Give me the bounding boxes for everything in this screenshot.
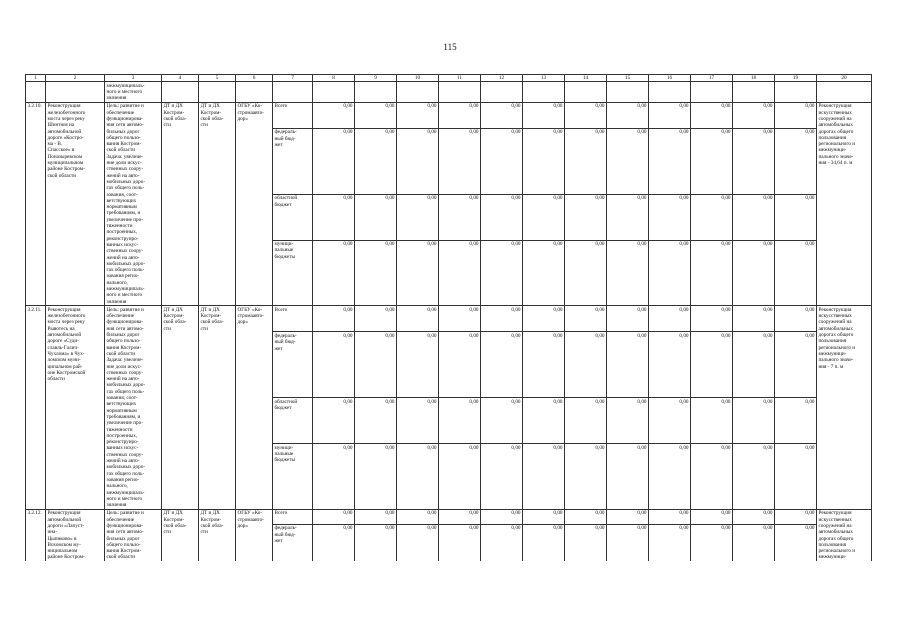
value-cell: 0,00: [607, 524, 649, 561]
value-cell: 0,00: [313, 509, 355, 524]
empty-cell: [397, 82, 439, 103]
value-cell: 0,00: [733, 194, 775, 240]
value-cell: 0,00: [439, 240, 481, 306]
value-cell: 0,00: [355, 509, 397, 524]
value-cell: 0,00: [691, 524, 733, 561]
value-cell: 0,00: [439, 444, 481, 510]
funding-source: муници- пальные бюджеты: [273, 240, 313, 306]
column-number: 6: [236, 75, 273, 82]
value-cell: 0,00: [565, 509, 607, 524]
column-number: 13: [523, 75, 565, 82]
value-cell: 0,00: [691, 306, 733, 332]
value-cell: 0,00: [481, 444, 523, 510]
value-cell: 0,00: [481, 306, 523, 332]
value-cell: 0,00: [481, 509, 523, 524]
value-cell: 0,00: [355, 102, 397, 128]
empty-cell: [46, 82, 105, 103]
value-cell: 0,00: [481, 240, 523, 306]
value-cell: 0,00: [607, 194, 649, 240]
value-cell: 0,00: [691, 444, 733, 510]
continuation-row: [26, 82, 872, 103]
value-cell: 0,00: [733, 240, 775, 306]
goal-task: Цель: развитие и обеспечение функционирова- ния сети автомо- бильных дорог общего пользо- вания Костром- ской области: [105, 509, 162, 561]
column-number: 11: [439, 75, 481, 82]
executor: ОГБУ «Ко- стромаавто- дор»: [236, 509, 273, 561]
value-cell: 0,00: [733, 398, 775, 444]
value-cell: 0,00: [691, 194, 733, 240]
value-cell: 0,00: [397, 444, 439, 510]
empty-cell: [775, 82, 817, 103]
value-cell: 0,00: [439, 102, 481, 128]
funding-source: областной бюджет: [273, 398, 313, 444]
table-row: [26, 509, 872, 524]
value-cell: 0,00: [733, 524, 775, 561]
value-cell: 0,00: [523, 444, 565, 510]
value-cell: 0,00: [649, 509, 691, 524]
value-cell: 0,00: [397, 332, 439, 398]
value-cell: 0,00: [397, 306, 439, 332]
column-number: 16: [649, 75, 691, 82]
funding-source: федераль- ный бюд- жет: [273, 332, 313, 398]
goal-task: Цель: развитие и обеспечение функционирова- ния сети автомо- бильных дорог общего пользо- вания Костром- ской области Задача: увеличе- ние доли искус- ственных соору- жений на авто- мобильных доро- гах общего поль- зования, соот- ветствующих нормативным требованиям, и увеличение про- тяженности построенных, реконструиро- ванных искус- ственных соору- жений на авто- мобильных доро- гах общего поль- зования регио- нального, межмуниципаль- ного и местного значения: [105, 306, 162, 510]
item-name: Реконструкция автомобильной дороги «Лапуст- ина- Цыпиково» в Вохомском му- ниципальном районе Костром-: [46, 509, 105, 561]
column-number: 14: [565, 75, 607, 82]
responsible-executor: ДТ и ДХ Костром- ской обла- сти: [162, 509, 199, 561]
value-cell: 0,00: [733, 128, 775, 194]
value-cell: 0,00: [355, 398, 397, 444]
column-number: 4: [162, 75, 199, 82]
program-table: [25, 74, 872, 561]
value-cell: 0,00: [649, 306, 691, 332]
value-cell: 0,00: [397, 102, 439, 128]
value-cell: 0,00: [439, 398, 481, 444]
value-cell: 0,00: [607, 128, 649, 194]
column-number: 20: [817, 75, 872, 82]
value-cell: 0,00: [649, 102, 691, 128]
responsible-executor: ДТ и ДХ Костром- ской обла- сти: [162, 306, 199, 510]
value-cell: 0,00: [565, 306, 607, 332]
value-cell: 0,00: [397, 194, 439, 240]
value-cell: 0,00: [649, 444, 691, 510]
value-cell: 0,00: [775, 444, 817, 510]
funding-source: федераль- ный бюд- жет: [273, 524, 313, 561]
funding-source: Всего: [273, 102, 313, 128]
value-cell: 0,00: [607, 398, 649, 444]
empty-cell: [273, 82, 313, 103]
value-cell: 0,00: [523, 398, 565, 444]
value-cell: 0,00: [565, 444, 607, 510]
empty-cell: [236, 82, 273, 103]
value-cell: 0,00: [523, 306, 565, 332]
expected-result: Реконструкция искусственных сооружений на автомобильных дорогах общего пользования регионального и межмуници-: [817, 509, 872, 561]
column-number: 3: [105, 75, 162, 82]
value-cell: 0,00: [523, 194, 565, 240]
empty-cell: [649, 82, 691, 103]
value-cell: 0,00: [691, 102, 733, 128]
value-cell: 0,00: [397, 398, 439, 444]
expected-result: Реконструкция искусственных сооружений на автомобильных дорогах общего пользования регионального и межмуници- пального значе- ния - 34,64 п. м: [817, 102, 872, 306]
goal-continuation: межмуниципаль- ного и местного значения: [105, 82, 162, 103]
value-cell: 0,00: [649, 398, 691, 444]
value-cell: 0,00: [313, 128, 355, 194]
empty-cell: [162, 82, 199, 103]
value-cell: 0,00: [523, 128, 565, 194]
column-number: 19: [775, 75, 817, 82]
value-cell: 0,00: [775, 509, 817, 524]
value-cell: 0,00: [439, 306, 481, 332]
column-number: 1: [26, 75, 46, 82]
goal-task: Цель: развитие и обеспечение функционирова- ния сети автомо- бильных дорог общего пользо- вания Костром- ской области Задача: увеличе- ние доли искус- ственных соору- жений на авто- мобильных доро- гах общего поль- зования, соот- ветствующих нормативным требованиям, и увеличение про- тяженности построенных, реконструиро- ванных искус- ственных соору- жений на авто- мобильных доро- гах общего поль- зования регио- нального, межмуниципаль- ного и местного значения: [105, 102, 162, 306]
value-cell: 0,00: [439, 194, 481, 240]
empty-cell: [481, 82, 523, 103]
expected-result: Реконструкция искусственных сооружений на автомобильных дорогах общего пользования регионального и межмуници- пального значе- ния - 7 п. м: [817, 306, 872, 510]
empty-cell: [199, 82, 236, 103]
page-number: 115: [443, 42, 457, 52]
value-cell: 0,00: [775, 128, 817, 194]
customer: ДТ и ДХ Костром- ской обла- сти: [199, 102, 236, 306]
value-cell: 0,00: [313, 398, 355, 444]
funding-source: областной бюджет: [273, 194, 313, 240]
value-cell: 0,00: [649, 194, 691, 240]
value-cell: 0,00: [775, 306, 817, 332]
value-cell: 0,00: [775, 398, 817, 444]
value-cell: 0,00: [313, 102, 355, 128]
value-cell: 0,00: [355, 524, 397, 561]
column-number: 2: [46, 75, 105, 82]
value-cell: 0,00: [523, 102, 565, 128]
table-row: [26, 306, 872, 332]
empty-cell: [26, 82, 46, 103]
value-cell: 0,00: [481, 332, 523, 398]
column-number: 15: [607, 75, 649, 82]
value-cell: 0,00: [607, 306, 649, 332]
value-cell: 0,00: [649, 128, 691, 194]
empty-cell: [733, 82, 775, 103]
table-row: [26, 102, 872, 128]
value-cell: 0,00: [565, 524, 607, 561]
value-cell: 0,00: [691, 128, 733, 194]
empty-cell: [313, 82, 355, 103]
value-cell: 0,00: [733, 444, 775, 510]
empty-cell: [565, 82, 607, 103]
item-number: 3.2.10.: [26, 102, 46, 306]
empty-cell: [439, 82, 481, 103]
value-cell: 0,00: [775, 240, 817, 306]
column-number: 17: [691, 75, 733, 82]
column-number: 10: [397, 75, 439, 82]
value-cell: 0,00: [523, 240, 565, 306]
value-cell: 0,00: [313, 306, 355, 332]
value-cell: 0,00: [523, 509, 565, 524]
value-cell: 0,00: [397, 240, 439, 306]
value-cell: 0,00: [481, 398, 523, 444]
value-cell: 0,00: [607, 444, 649, 510]
value-cell: 0,00: [565, 194, 607, 240]
value-cell: 0,00: [313, 240, 355, 306]
column-number: 7: [273, 75, 313, 82]
responsible-executor: ДТ и ДХ Костром- ской обла- сти: [162, 102, 199, 306]
value-cell: 0,00: [733, 102, 775, 128]
value-cell: 0,00: [733, 332, 775, 398]
value-cell: 0,00: [775, 102, 817, 128]
value-cell: 0,00: [775, 194, 817, 240]
value-cell: 0,00: [397, 509, 439, 524]
value-cell: 0,00: [607, 102, 649, 128]
value-cell: 0,00: [691, 240, 733, 306]
value-cell: 0,00: [607, 240, 649, 306]
column-number: 9: [355, 75, 397, 82]
value-cell: 0,00: [691, 509, 733, 524]
value-cell: 0,00: [439, 509, 481, 524]
value-cell: 0,00: [733, 306, 775, 332]
value-cell: 0,00: [481, 524, 523, 561]
empty-cell: [817, 82, 872, 103]
value-cell: 0,00: [481, 128, 523, 194]
value-cell: 0,00: [649, 332, 691, 398]
value-cell: 0,00: [313, 444, 355, 510]
value-cell: 0,00: [733, 509, 775, 524]
value-cell: 0,00: [481, 194, 523, 240]
value-cell: 0,00: [691, 332, 733, 398]
empty-cell: [607, 82, 649, 103]
value-cell: 0,00: [565, 398, 607, 444]
value-cell: 0,00: [397, 128, 439, 194]
value-cell: 0,00: [439, 524, 481, 561]
item-name: Реконструкция железобетонного моста через реку Рывотесь на автомобильной дороге «Суди- славль-Галич- Чухлома» в Чух- ломском муни- ципальном рай- оне Костромской области: [46, 306, 105, 510]
value-cell: 0,00: [439, 128, 481, 194]
value-cell: 0,00: [691, 398, 733, 444]
empty-cell: [691, 82, 733, 103]
column-number: 8: [313, 75, 355, 82]
value-cell: 0,00: [481, 102, 523, 128]
funding-source: федераль- ный бюд- жет: [273, 128, 313, 194]
value-cell: 0,00: [439, 332, 481, 398]
item-number: 3.2.11.: [26, 306, 46, 510]
value-cell: 0,00: [523, 332, 565, 398]
value-cell: 0,00: [355, 128, 397, 194]
value-cell: 0,00: [565, 102, 607, 128]
column-number: 5: [199, 75, 236, 82]
column-number-row: [26, 75, 872, 82]
value-cell: 0,00: [313, 332, 355, 398]
customer: ДТ и ДХ Костром- ской обла- сти: [199, 306, 236, 510]
value-cell: 0,00: [313, 194, 355, 240]
customer: ДТ и ДХ Костром- ской обла- сти: [199, 509, 236, 561]
empty-cell: [523, 82, 565, 103]
value-cell: 0,00: [607, 509, 649, 524]
column-number: 12: [481, 75, 523, 82]
funding-source: Всего: [273, 509, 313, 524]
value-cell: 0,00: [313, 524, 355, 561]
value-cell: 0,00: [775, 332, 817, 398]
value-cell: 0,00: [355, 240, 397, 306]
funding-source: Всего: [273, 306, 313, 332]
column-number: 18: [733, 75, 775, 82]
value-cell: 0,00: [565, 128, 607, 194]
executor: ОГБУ «Ко- стромаавто- дор»: [236, 102, 273, 306]
value-cell: 0,00: [355, 194, 397, 240]
value-cell: 0,00: [355, 306, 397, 332]
empty-cell: [355, 82, 397, 103]
value-cell: 0,00: [607, 332, 649, 398]
value-cell: 0,00: [523, 524, 565, 561]
executor: ОГБУ «Ко- стромаавто- дор»: [236, 306, 273, 510]
item-name: Реконструкция железобетонного моста через реку Шинтюм на автомобильной дороге «Костро- ма - В. Спасское» в Поназыревском муниципальном районе Костром- ской области: [46, 102, 105, 306]
value-cell: 0,00: [565, 332, 607, 398]
value-cell: 0,00: [775, 524, 817, 561]
funding-source: муници- пальные бюджеты: [273, 444, 313, 510]
value-cell: 0,00: [649, 524, 691, 561]
value-cell: 0,00: [355, 332, 397, 398]
value-cell: 0,00: [397, 524, 439, 561]
value-cell: 0,00: [649, 240, 691, 306]
item-number: 3.2.12.: [26, 509, 46, 561]
value-cell: 0,00: [565, 240, 607, 306]
value-cell: 0,00: [355, 444, 397, 510]
